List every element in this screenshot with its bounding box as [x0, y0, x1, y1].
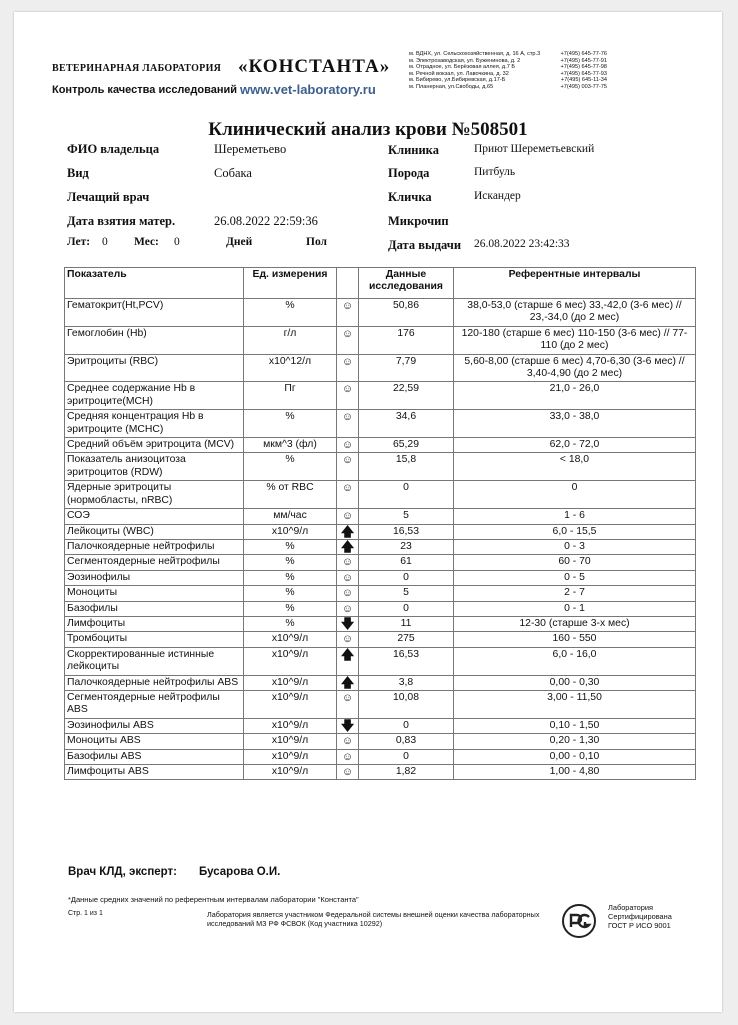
cell-status-icon: 🡅 [337, 647, 359, 675]
cell-unit: x10^9/л [244, 647, 337, 675]
doctor-signature-label: Врач КЛД, эксперт: [68, 866, 178, 878]
years-label: Лет: [67, 236, 91, 248]
owner-value: Шереметьево [214, 142, 287, 156]
cell-indicator: Моноциты ABS [65, 734, 244, 749]
cell-status-icon: 🡇 [337, 718, 359, 733]
header-status [337, 268, 359, 299]
cell-status-icon: 🡅 [337, 524, 359, 539]
owner-label: ФИО владельца [67, 142, 160, 156]
table-row [65, 481, 696, 509]
cell-indicator: СОЭ [65, 509, 244, 524]
cell-indicator: Гематокрит(Ht,PCV) [65, 299, 244, 327]
cell-indicator: Ядерные эритроциты (нормобласты, nRBC) [65, 481, 244, 509]
microchip-label: Микрочип [388, 214, 449, 228]
cell-indicator: Лимфоциты ABS [65, 765, 244, 780]
cell-unit: % [244, 601, 337, 616]
table-row [65, 555, 696, 570]
cell-indicator: Сегментоядерные нейтрофилы ABS [65, 690, 244, 718]
cell-status-icon: ☺ [337, 438, 359, 453]
years-value: 0 [102, 236, 108, 248]
table-row [65, 586, 696, 601]
report-sheet [14, 12, 722, 1012]
months-value: 0 [174, 236, 180, 248]
cell-status-icon: ☺ [337, 690, 359, 718]
cell-value: 22,59 [359, 382, 454, 410]
address-list [409, 51, 540, 91]
lab-brand: «КОНСТАНТА» [238, 56, 391, 77]
cell-status-icon: ☺ [337, 601, 359, 616]
cell-value: 11 [359, 616, 454, 631]
breed-label: Порода [388, 166, 430, 180]
cell-indicator: Палочкоядерные нейтрофилы [65, 539, 244, 554]
cell-reference: 33,0 - 38,0 [454, 410, 696, 438]
cell-indicator: Тромбоциты [65, 632, 244, 647]
cell-reference: 60 - 70 [454, 555, 696, 570]
cell-status-icon: 🡇 [337, 616, 359, 631]
cell-reference: 0 [454, 481, 696, 509]
address-line: м. Речной вокзал, ул. Лавочкина, д. 32 [409, 70, 509, 77]
results-table [64, 267, 696, 780]
cell-reference: 12-30 (старше 3-х мес) [454, 616, 696, 631]
cell-status-icon: ☺ [337, 299, 359, 327]
table-row [65, 765, 696, 780]
cell-value: 61 [359, 555, 454, 570]
table-row [65, 718, 696, 733]
cell-reference: 5,60-8,00 (старше 6 мес) 4,70-6,30 (3-6 мес) // 3,40-4,90 (до 2 мес) [454, 354, 696, 382]
cell-value: 5 [359, 586, 454, 601]
cell-reference: 120-180 (старше 6 мес) 110-150 (3-6 мес) // 77-110 (до 2 мес) [454, 326, 696, 354]
clinic-label: Клиника [388, 143, 439, 157]
cell-reference: < 18,0 [454, 453, 696, 481]
doctor-label: Лечащий врач [67, 190, 150, 204]
cell-unit: % [244, 299, 337, 327]
cell-indicator: Сегментоядерные нейтрофилы [65, 555, 244, 570]
cell-value: 0 [359, 601, 454, 616]
table-row [65, 438, 696, 453]
cell-reference: 0 - 1 [454, 601, 696, 616]
cell-reference: 62,0 - 72,0 [454, 438, 696, 453]
species-label: Вид [67, 166, 89, 180]
cell-indicator: Среднее содержание Hb в эритроците(MCH) [65, 382, 244, 410]
cell-unit: мкм^3 (фл) [244, 438, 337, 453]
table-row [65, 570, 696, 585]
cell-status-icon: ☺ [337, 749, 359, 764]
address-line: м. Бибирево, ул.Бибиревская, д.17-Б [409, 77, 506, 84]
table-row [65, 647, 696, 675]
footnote: *Данные средних значений по референтным интервалам лаборатории "Константа" [68, 895, 359, 904]
cell-unit: мм/час [244, 509, 337, 524]
table-row [65, 734, 696, 749]
cell-reference: 0,00 - 0,10 [454, 749, 696, 764]
nickname-value: Искандер [474, 190, 521, 202]
cell-unit: % [244, 570, 337, 585]
days-label: Дней [226, 236, 253, 248]
date-taken-label: Дата взятия матер. [67, 214, 176, 228]
doctor-name: Бусарова О.И. [199, 866, 281, 878]
cell-unit: г/л [244, 326, 337, 354]
cell-value: 10,08 [359, 690, 454, 718]
doctor-signature [68, 866, 280, 878]
cell-unit: % [244, 555, 337, 570]
issue-date-value: 26.08.2022 23:42:33 [474, 238, 570, 250]
cell-unit: x10^9/л [244, 632, 337, 647]
cell-value: 1,82 [359, 765, 454, 780]
certification-logo-icon [561, 903, 597, 939]
cell-reference: 6,0 - 15,5 [454, 524, 696, 539]
cell-unit: % от RBC [244, 481, 337, 509]
nickname-label: Кличка [388, 190, 432, 204]
cell-status-icon: ☺ [337, 509, 359, 524]
table-row [65, 749, 696, 764]
cell-unit: % [244, 616, 337, 631]
address-line: м. Планерная, ул.Свободы, д.65 [409, 83, 494, 90]
cell-reference: 3,00 - 11,50 [454, 690, 696, 718]
months-label: Мес: [134, 236, 159, 248]
cell-indicator: Средний объём эритроцита (MCV) [65, 438, 244, 453]
issue-date-label: Дата выдачи [388, 238, 462, 252]
cell-value: 0 [359, 570, 454, 585]
cell-status-icon: ☺ [337, 734, 359, 749]
table-row [65, 539, 696, 554]
breed-value: Питбуль [474, 166, 516, 178]
cell-indicator: Палочкоядерные нейтрофилы ABS [65, 675, 244, 690]
phone-line: +7(495) 645-11-34 [560, 77, 607, 84]
report-title: Клинический анализ крови №508501 [208, 119, 528, 140]
cell-indicator: Базофилы [65, 601, 244, 616]
cell-reference: 0 - 5 [454, 570, 696, 585]
phone-line: +7(495) 645-77-76 [560, 51, 607, 57]
cell-unit: Пг [244, 382, 337, 410]
cell-indicator: Эритроциты (RBC) [65, 354, 244, 382]
cell-unit: x10^9/л [244, 690, 337, 718]
cell-status-icon: 🡅 [337, 675, 359, 690]
cell-reference: 1 - 6 [454, 509, 696, 524]
cell-unit: % [244, 586, 337, 601]
cell-value: 3,8 [359, 675, 454, 690]
cert-line: ГОСТ Р ИСО 9001 [608, 921, 671, 930]
cell-value: 16,53 [359, 647, 454, 675]
phone-line: +7(495) 645-77-98 [560, 64, 607, 71]
header-reference: Референтные интервалы [454, 268, 696, 299]
cell-unit: % [244, 410, 337, 438]
cell-status-icon: ☺ [337, 410, 359, 438]
cell-unit: x10^9/л [244, 765, 337, 780]
cell-indicator: Моноциты [65, 586, 244, 601]
cell-value: 16,53 [359, 524, 454, 539]
cell-reference: 38,0-53,0 (старше 6 мес) 33,-42,0 (3-6 мес) // 23,-34,0 (до 2 мес) [454, 299, 696, 327]
header-value: Данные исследования [359, 268, 454, 299]
cell-unit: % [244, 539, 337, 554]
cert-line: Лаборатория [608, 903, 654, 912]
cell-value: 0 [359, 749, 454, 764]
cell-unit: x10^9/л [244, 749, 337, 764]
cell-indicator: Эозинофилы ABS [65, 718, 244, 733]
phone-list [547, 51, 607, 91]
table-row [65, 509, 696, 524]
cell-status-icon: ☺ [337, 586, 359, 601]
page-number: Стр. 1 из 1 [68, 910, 103, 917]
table-row [65, 299, 696, 327]
lab-tagline: Контроль качества исследований [52, 84, 238, 96]
lab-name: ВЕТЕРИНАРНАЯ ЛАБОРАТОРИЯ [52, 63, 222, 74]
cell-status-icon: ☺ [337, 570, 359, 585]
table-row [65, 354, 696, 382]
cell-value: 23 [359, 539, 454, 554]
header-unit: Ед. измерения [244, 268, 337, 299]
table-row [65, 410, 696, 438]
table-row [65, 453, 696, 481]
cell-reference: 0,20 - 1,30 [454, 734, 696, 749]
cert-line: Сертифицирована [608, 912, 672, 921]
table-row [65, 524, 696, 539]
cell-unit: % [244, 453, 337, 481]
species-value: Собака [214, 166, 252, 180]
cell-value: 34,6 [359, 410, 454, 438]
cell-value: 5 [359, 509, 454, 524]
cell-status-icon: ☺ [337, 555, 359, 570]
cell-unit: x10^9/л [244, 718, 337, 733]
cell-value: 0 [359, 718, 454, 733]
cell-reference: 160 - 550 [454, 632, 696, 647]
cell-reference: 0,00 - 0,30 [454, 675, 696, 690]
address-line: м. Отрадное, ул. Берёзовая аллея, д.7 Б [409, 64, 516, 71]
cell-value: 176 [359, 326, 454, 354]
cell-status-icon: ☺ [337, 326, 359, 354]
cell-value: 50,86 [359, 299, 454, 327]
cell-value: 0,83 [359, 734, 454, 749]
cell-unit: x10^9/л [244, 675, 337, 690]
clinic-value: Приют Шереметьевский [474, 143, 595, 155]
cell-value: 7,79 [359, 354, 454, 382]
sex-label: Пол [306, 236, 327, 248]
certification-text [608, 903, 698, 930]
address-line: м. Электрозаводская, ул. Бужениновa, д. 2 [409, 57, 521, 64]
cell-value: 15,8 [359, 453, 454, 481]
cell-unit: x10^9/л [244, 734, 337, 749]
cell-indicator: Скорректированные истинные лейкоциты [65, 647, 244, 675]
cell-reference: 21,0 - 26,0 [454, 382, 696, 410]
cell-indicator: Средняя концентрация Hb в эритроците (MCHC) [65, 410, 244, 438]
cell-reference: 6,0 - 16,0 [454, 647, 696, 675]
cell-indicator: Эозинофилы [65, 570, 244, 585]
phone-line: +7(495) 645-77-93 [560, 70, 607, 77]
cell-status-icon: ☺ [337, 354, 359, 382]
eqa-statement: Лаборатория является участником Федеральной системы внешней оценки качества лабораторных исследований МЗ РФ ФСВОК (Код участника 10292) [207, 910, 540, 928]
table-row [65, 675, 696, 690]
table-header-row [65, 268, 696, 299]
phone-line: +7(495) 003-77-75 [560, 83, 607, 90]
table-row [65, 326, 696, 354]
cell-value: 275 [359, 632, 454, 647]
table-row [65, 632, 696, 647]
phone-line: +7(495) 645-77-91 [560, 57, 607, 64]
cell-indicator: Лимфоциты [65, 616, 244, 631]
cell-status-icon: ☺ [337, 765, 359, 780]
cell-unit: x10^9/л [244, 524, 337, 539]
cell-status-icon: ☺ [337, 481, 359, 509]
lab-website: www.vet-laboratory.ru [240, 82, 376, 97]
header-indicator: Показатель [65, 268, 244, 299]
cell-unit: x10^12/л [244, 354, 337, 382]
cell-status-icon: ☺ [337, 632, 359, 647]
cell-status-icon: ☺ [337, 453, 359, 481]
table-row [65, 601, 696, 616]
cell-value: 0 [359, 481, 454, 509]
cell-indicator: Показатель анизоцитоза эритроцитов (RDW) [65, 453, 244, 481]
cell-reference: 0 - 3 [454, 539, 696, 554]
date-taken-value: 26.08.2022 22:59:36 [214, 214, 318, 228]
cell-indicator: Базофилы ABS [65, 749, 244, 764]
cell-status-icon: 🡅 [337, 539, 359, 554]
table-row [65, 690, 696, 718]
cell-status-icon: ☺ [337, 382, 359, 410]
address-line: м. ВДНХ, ул. Сельскохозяйственная, д. 16 А, стр.3 [409, 51, 541, 57]
table-row [65, 616, 696, 631]
cell-reference: 2 - 7 [454, 586, 696, 601]
cell-indicator: Лейкоциты (WBC) [65, 524, 244, 539]
cell-indicator: Гемоглобин (Hb) [65, 326, 244, 354]
cell-reference: 0,10 - 1,50 [454, 718, 696, 733]
cell-reference: 1,00 - 4,80 [454, 765, 696, 780]
table-row [65, 382, 696, 410]
cell-value: 65,29 [359, 438, 454, 453]
